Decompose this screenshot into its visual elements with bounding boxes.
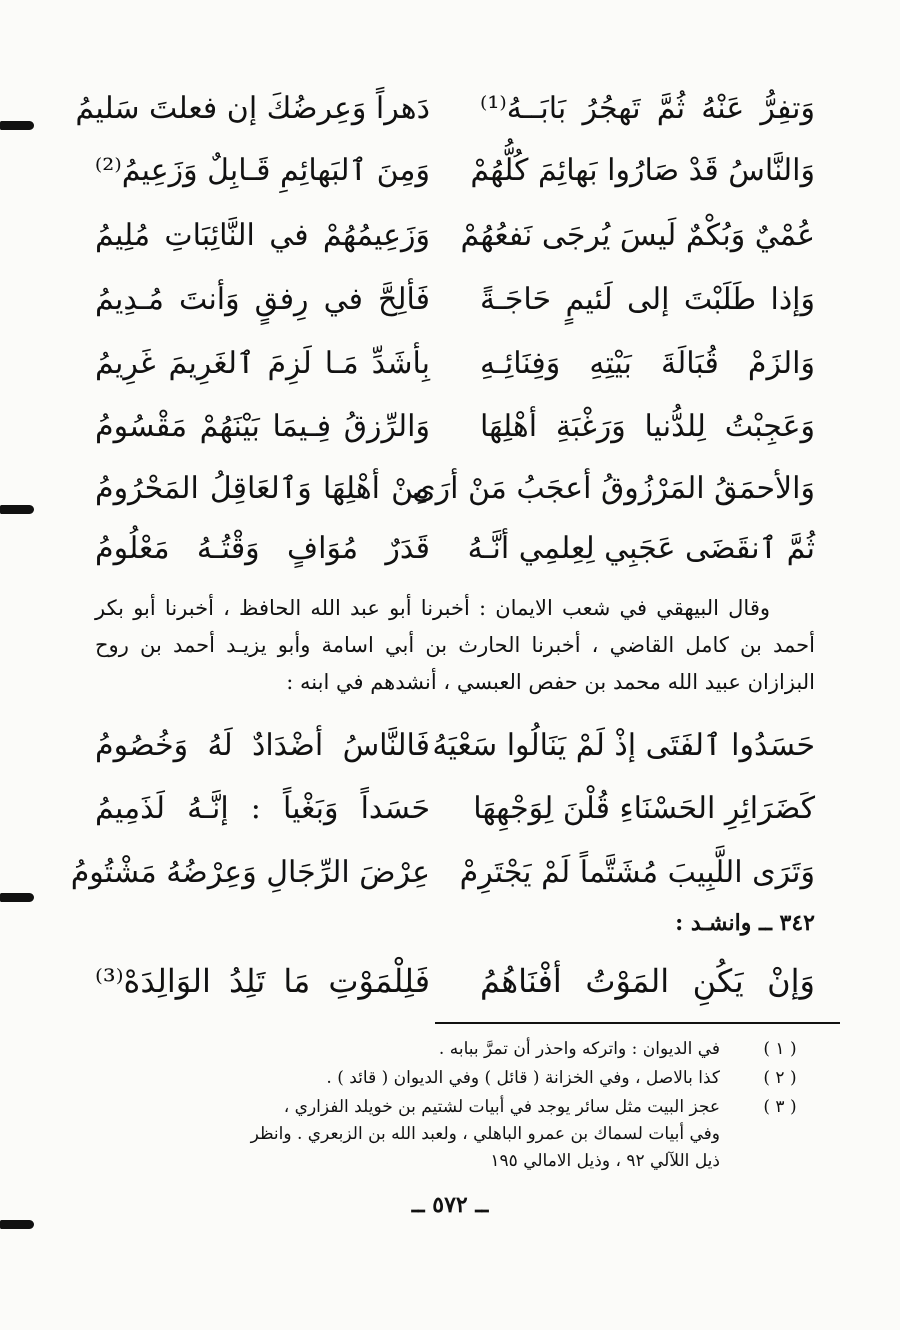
footnote-text: كذا بالاصل ، وفي الخزانة ( قائل ) وفي الديوان ( قائد ) .	[326, 1068, 720, 1088]
footnote-number: ( ٣ )	[763, 1097, 797, 1117]
first-hemistich: عُمْيٌ وَبُكْمٌ لَيسَ يُرجَى نَفعُهُمْ	[460, 218, 815, 253]
second-hemistich: فَألِحَّ في رِفقٍ وَأنتَ مُـدِيمُ	[95, 282, 430, 317]
binding-mark	[0, 893, 34, 902]
verse	[95, 396, 815, 458]
footnote-text: عجز البيت مثل سائر يوجد في أبيات لشتيم بن خويلد الفزاري ،	[283, 1097, 720, 1117]
footnote-number: ( ١ )	[763, 1039, 797, 1059]
verse	[95, 140, 815, 202]
verse	[95, 715, 815, 777]
second-hemistich: حَسَداً وَبَغْياً : إنَّـهُ لَذَمِيمُ	[95, 791, 430, 826]
second-hemistich: وَزَعِيمُهُمْ في النَّائِبَاتِ مُلِيمُ	[95, 218, 430, 253]
footnote	[150, 1094, 810, 1120]
verse	[95, 269, 815, 331]
second-hemistich: فَالنَّاسُ أضْدَادٌ لَهُ وَخُصُومُ	[95, 728, 430, 763]
first-hemistich: وَإذا طَلَبْتَ إلى لَئيمٍ حَاجَـةً	[480, 282, 815, 317]
binding-mark	[0, 1220, 34, 1229]
first-hemistich: وَالأحمَقُ المَرْزُوقُ أعجَبُ مَنْ أرَى	[412, 471, 815, 506]
footnote-text: في الديوان : واتركه واحذر أن تمرَّ ببابه .	[438, 1039, 720, 1059]
footnote-text: وفي أبيات لسماك بن عمرو الباهلي ، ولعبد الله بن الزبعري . وانظر	[250, 1124, 720, 1144]
prose-line: أحمد بن كامل القاضي ، أخبرنا الحارث بن أبي اسامة وأبو يزيـد أحمد بن روح	[95, 633, 815, 657]
section-heading: ٣٤٢ ــ وانشـد :	[675, 910, 815, 936]
first-hemistich: وَتفِرُّ عَنْهُ ثُمَّ تَهجُرُ بَابَــهُ⁽¹⁾	[480, 91, 815, 126]
first-hemistich: وَتَرَى اللَّبِيبَ مُشَتَّماً لَمْ يَجْتَرِمْ	[459, 855, 815, 890]
footnote-continuation	[150, 1121, 810, 1147]
first-hemistich: وَإنْ يَكُنِ المَوْتُ أفْنَاهُمُ	[480, 962, 815, 1000]
footnote-divider	[435, 1022, 840, 1024]
second-hemistich: وَمِنَ ٱلبَهائِمِ قَـابِلٌ وَزَعِيمُ⁽²⁾	[94, 153, 430, 188]
second-hemistich: عِرْضَ الرِّجَالِ وَعِرْضُهُ مَشْتُومُ	[70, 855, 430, 890]
verse	[75, 78, 815, 140]
footnote-continuation	[150, 1148, 810, 1174]
first-hemistich: ثُمَّ ٱنقَضَى عَجَبِي لِعِلمِي أنَّـهُ	[467, 531, 815, 566]
verse	[95, 518, 815, 580]
prose-line: وقال البيهقي في شعب الايمان : أخبرنا أبو عبد الله الحافظ ، أخبرنا أبو بكر	[95, 596, 770, 620]
verse	[95, 778, 815, 840]
first-hemistich: وَعَجِبْتُ لِلدُّنيا وَرَغْبَةِ أهْلِهَا	[480, 409, 815, 444]
first-hemistich: كَضَرَائِرِ الحَسْنَاءِ قُلْنَ لِوَجْهِهَا	[473, 791, 815, 826]
footnote-text: ذيل اللآلي ٩٢ ، وذيل الامالي ١٩٥	[490, 1151, 720, 1171]
binding-mark	[0, 121, 34, 130]
second-hemistich: فَلِلْمَوْتِ مَا تَلِدُ الوَالِدَهْ⁽³⁾	[95, 962, 430, 1000]
verse	[95, 950, 815, 1012]
verse	[95, 205, 815, 267]
footnote	[150, 1036, 810, 1062]
first-hemistich: وَالنَّاسُ قَدْ صَارُوا بَهائِمَ كُلُّهُمْ	[470, 153, 815, 188]
prose-line: البزازان عبيد الله محمد بن حفص العبسي ، أنشدهم في ابنه :	[286, 670, 815, 694]
verse	[95, 458, 815, 520]
second-hemistich: مِنْ أهْلِهَا وَٱلعَاقِلُ المَحْرُومُ	[95, 471, 430, 506]
verse	[70, 842, 815, 904]
footnote	[150, 1065, 810, 1091]
second-hemistich: بِأشَدِّ مَـا لَزِمَ ٱلغَرِيمَ غَرِيمُ	[95, 346, 430, 381]
footnote-number: ( ٢ )	[763, 1068, 797, 1088]
second-hemistich: وَالرِّزقُ فِـيمَا بَيْنَهُمْ مَقْسُومُ	[95, 409, 430, 444]
second-hemistich: قَدَرٌ مُوَافٍ وَقْتُـهُ مَعْلُومُ	[95, 531, 430, 566]
verse	[95, 333, 815, 395]
binding-mark	[0, 505, 34, 514]
second-hemistich: دَهراً وَعِرضُكَ إن فعلتَ سَليمُ	[75, 91, 430, 126]
first-hemistich: وَالزَمْ قُبَالَةَ بَيْتِهِ وَفِنَائِـهِ	[480, 346, 815, 381]
page-number: ــ ٥٧٢ ــ	[411, 1192, 489, 1218]
first-hemistich: حَسَدُوا ٱلفَتَى إذْ لَمْ يَنَالُوا سَعْيَهُ	[432, 728, 815, 763]
